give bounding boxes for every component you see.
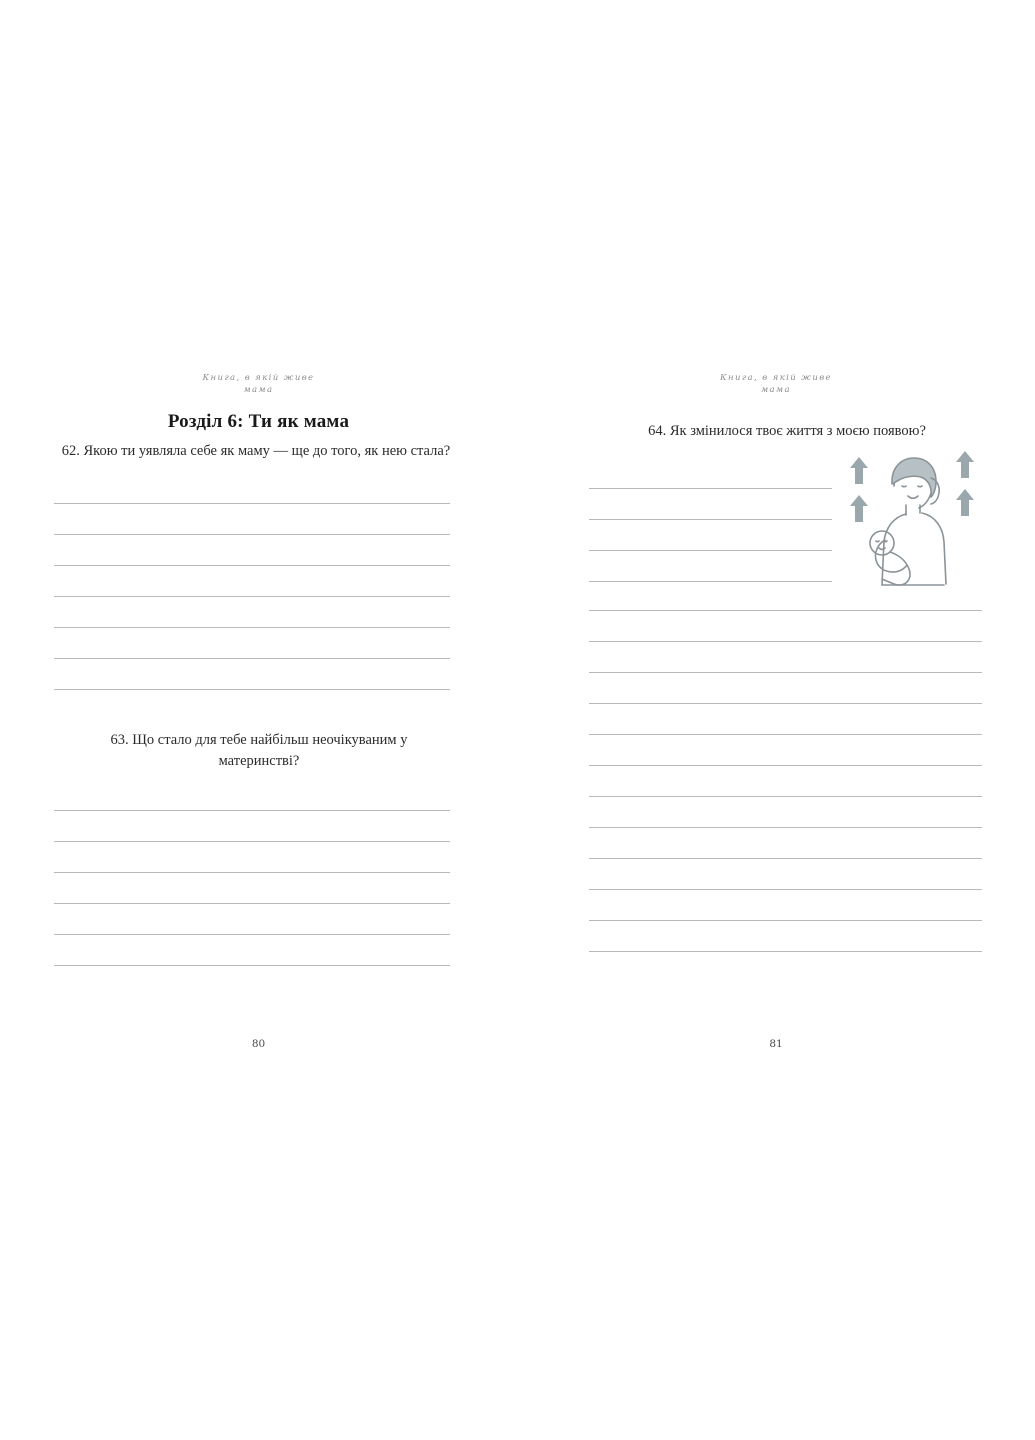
running-head-line-2: мама: [243, 385, 274, 396]
question-64: 64. Як змінилося твоє життя з моєю появою?: [648, 422, 926, 439]
question-62: 62. Якою ти уявляла себе як маму — ще до того, як нею стала?: [61, 442, 451, 459]
answer-lines-64-full: [589, 610, 982, 982]
page-left: [0, 0, 517, 1440]
running-head-line-1: Книга, в якій живе: [720, 373, 832, 383]
page-number-right: 81: [769, 1038, 783, 1050]
answer-line[interactable]: [54, 658, 450, 659]
answer-line[interactable]: [589, 488, 832, 489]
answer-line[interactable]: [54, 965, 450, 966]
answer-line[interactable]: [589, 519, 832, 520]
answer-line[interactable]: [589, 672, 982, 673]
answer-line[interactable]: [54, 565, 450, 566]
answer-line[interactable]: [54, 934, 450, 935]
answer-line[interactable]: [589, 951, 982, 952]
answer-line[interactable]: [54, 689, 450, 690]
mother-holding-baby-illustration: [838, 448, 986, 591]
answer-lines-63: [54, 810, 450, 996]
running-head-left: [0, 372, 517, 397]
answer-line[interactable]: [54, 503, 450, 504]
answer-line[interactable]: [589, 610, 982, 611]
running-head-line-2: мама: [761, 385, 791, 396]
answer-line[interactable]: [589, 889, 982, 890]
answer-line[interactable]: [589, 920, 982, 921]
answer-line[interactable]: [54, 810, 450, 811]
answer-line[interactable]: [589, 703, 982, 704]
answer-line[interactable]: [589, 550, 832, 551]
answer-lines-62: [54, 503, 450, 720]
answer-lines-64-short: [589, 488, 832, 612]
answer-line[interactable]: [54, 841, 450, 842]
running-head-right: [517, 372, 1035, 397]
answer-line[interactable]: [589, 858, 982, 859]
answer-line[interactable]: [54, 872, 450, 873]
answer-line[interactable]: [54, 596, 450, 597]
chapter-title: Розділ 6: Ти як мама: [167, 410, 350, 432]
answer-line[interactable]: [54, 903, 450, 904]
answer-line[interactable]: [589, 734, 982, 735]
answer-line[interactable]: [589, 827, 982, 828]
answer-line[interactable]: [54, 627, 450, 628]
answer-line[interactable]: [589, 765, 982, 766]
answer-line[interactable]: [589, 581, 832, 582]
running-head-line-1: Книга, в якій живе: [202, 373, 315, 383]
answer-line[interactable]: [54, 534, 450, 535]
answer-line[interactable]: [589, 641, 982, 642]
answer-line[interactable]: [589, 796, 982, 797]
page-number-left: 80: [251, 1038, 266, 1050]
question-63: 63. Що стало для тебе найбільш неочікуваним у материнстві?: [110, 732, 408, 769]
